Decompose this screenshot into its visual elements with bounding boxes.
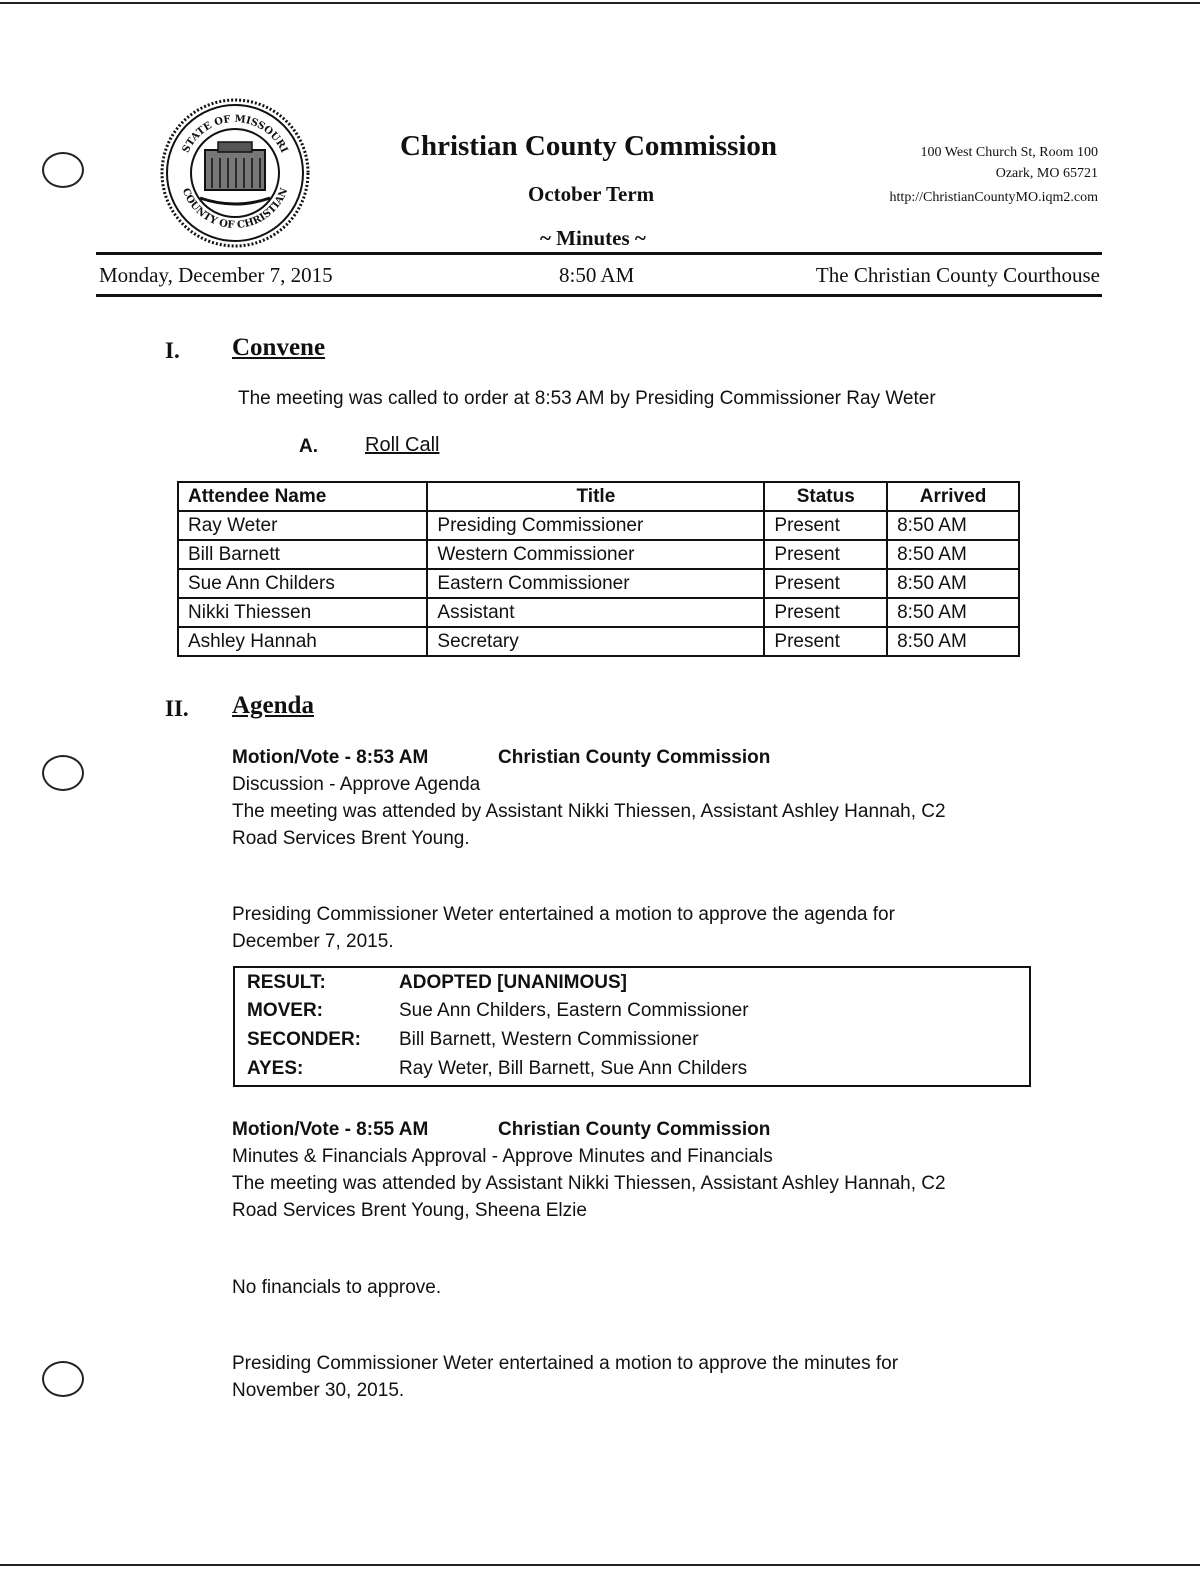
motion2-note: No financials to approve.: [232, 1277, 442, 1298]
seconder-row: [247, 1029, 699, 1051]
meeting-time: 8:50 AM: [559, 263, 635, 287]
section-number-agenda: II.: [165, 696, 189, 721]
motion1-entertained-line2: December 7, 2015.: [232, 931, 394, 952]
column-header-arrived: Arrived: [887, 482, 1019, 511]
column-header-name: Attendee Name: [178, 482, 427, 511]
table-row: [178, 511, 1019, 540]
attendee-arrived: 8:50 AM: [887, 627, 1019, 656]
motion1-result-box: [233, 966, 1031, 1087]
mover-label: MOVER:: [247, 1000, 323, 1021]
seal-text-bottom: COUNTY OF CHRISTIAN: [179, 186, 291, 232]
header-title: Christian County Commission: [400, 130, 778, 162]
punch-hole-middle: [42, 755, 84, 791]
table-row: [178, 569, 1019, 598]
motion1-body: Christian County Commission: [498, 747, 771, 768]
section-title-agenda: Agenda: [232, 692, 314, 719]
county-seal-logo: [160, 98, 310, 248]
motion1-label: Motion/Vote - 8:53 AM: [232, 747, 429, 768]
motion2-entertained-line1: Presiding Commissioner Weter entertained a motion to approve the minutes for: [232, 1353, 899, 1374]
attendee-status: Present: [764, 627, 887, 656]
header-term: October Term: [528, 182, 655, 206]
header-minutes-label: ~ Minutes ~: [540, 226, 646, 250]
attendee-status: Present: [764, 540, 887, 569]
attendee-title: Assistant: [427, 598, 764, 627]
mover-row: [247, 1000, 749, 1022]
attendee-status: Present: [764, 598, 887, 627]
table-header-row: [178, 482, 1019, 511]
attendee-title: Presiding Commissioner: [427, 511, 764, 540]
attendee-arrived: 8:50 AM: [887, 598, 1019, 627]
roll-call-title: Roll Call: [365, 434, 440, 456]
address-city: Ozark, MO 65721: [995, 166, 1098, 181]
attendee-arrived: 8:50 AM: [887, 511, 1019, 540]
attendee-arrived: 8:50 AM: [887, 540, 1019, 569]
motion2-body: Christian County Commission: [498, 1119, 771, 1140]
motion2-label: Motion/Vote - 8:55 AM: [232, 1119, 429, 1140]
attendee-title: Secretary: [427, 627, 764, 656]
table-row: [178, 627, 1019, 656]
address-street: 100 West Church St, Room 100: [920, 145, 1098, 160]
motion1-attended-line2: Road Services Brent Young.: [232, 828, 470, 849]
table-row: [178, 540, 1019, 569]
attendee-name: Sue Ann Childers: [178, 569, 427, 598]
ayes-value: Ray Weter, Bill Barnett, Sue Ann Childers: [399, 1058, 748, 1079]
mover-value: Sue Ann Childers, Eastern Commissioner: [399, 1000, 749, 1021]
motion1-attended-line1: The meeting was attended by Assistant Nikki Thiessen, Assistant Ashley Hannah, C2: [232, 801, 946, 822]
section-number-convene: I.: [165, 338, 180, 363]
meeting-date: Monday, December 7, 2015: [99, 263, 333, 287]
attendee-status: Present: [764, 511, 887, 540]
attendee-name: Ashley Hannah: [178, 627, 427, 656]
attendee-name: Bill Barnett: [178, 540, 427, 569]
motion2-attended-line1: The meeting was attended by Assistant Nikki Thiessen, Assistant Ashley Hannah, C2: [232, 1173, 946, 1194]
result-label: RESULT:: [247, 972, 326, 993]
table-row: [178, 598, 1019, 627]
ayes-row: [247, 1058, 747, 1080]
motion2-attended-line2: Road Services Brent Young, Sheena Elzie: [232, 1200, 587, 1221]
motion2-entertained-line2: November 30, 2015.: [232, 1380, 405, 1401]
scan-bottom-edge: [0, 1564, 1200, 1566]
seconder-value: Bill Barnett, Western Commissioner: [399, 1029, 699, 1050]
roll-call-letter: A.: [299, 436, 318, 457]
attendee-name: Ray Weter: [178, 511, 427, 540]
result-row: [247, 972, 627, 994]
motion1-discussion: Discussion - Approve Agenda: [232, 774, 481, 795]
section-title-convene: Convene: [232, 334, 326, 361]
website-link[interactable]: http://ChristianCountyMO.iqm2.com: [889, 190, 1098, 205]
seconder-label: SECONDER:: [247, 1029, 362, 1050]
meeting-location: The Christian County Courthouse: [815, 263, 1100, 287]
attendee-status: Present: [764, 569, 887, 598]
punch-hole-top: [42, 152, 84, 188]
motion1-entertained-line1: Presiding Commissioner Weter entertained a motion to approve the agenda for: [232, 904, 895, 925]
convene-text: The meeting was called to order at 8:53 AM by Presiding Commissioner Ray Weter: [238, 388, 936, 409]
roll-call-table: [177, 481, 1020, 657]
column-header-status: Status: [764, 482, 887, 511]
header-rule-top: [96, 252, 1102, 255]
column-header-title: Title: [427, 482, 764, 511]
header-rule-bottom: [96, 294, 1102, 297]
punch-hole-bottom: [42, 1361, 84, 1397]
attendee-title: Eastern Commissioner: [427, 569, 764, 598]
seal-text-top: STATE OF MISSOURI: [180, 113, 290, 155]
scan-top-edge: [0, 2, 1200, 4]
attendee-title: Western Commissioner: [427, 540, 764, 569]
motion2-discussion: Minutes & Financials Approval - Approve Minutes and Financials: [232, 1146, 773, 1167]
ayes-label: AYES:: [247, 1058, 304, 1079]
attendee-name: Nikki Thiessen: [178, 598, 427, 627]
result-value: ADOPTED [UNANIMOUS]: [399, 972, 627, 993]
attendee-arrived: 8:50 AM: [887, 569, 1019, 598]
